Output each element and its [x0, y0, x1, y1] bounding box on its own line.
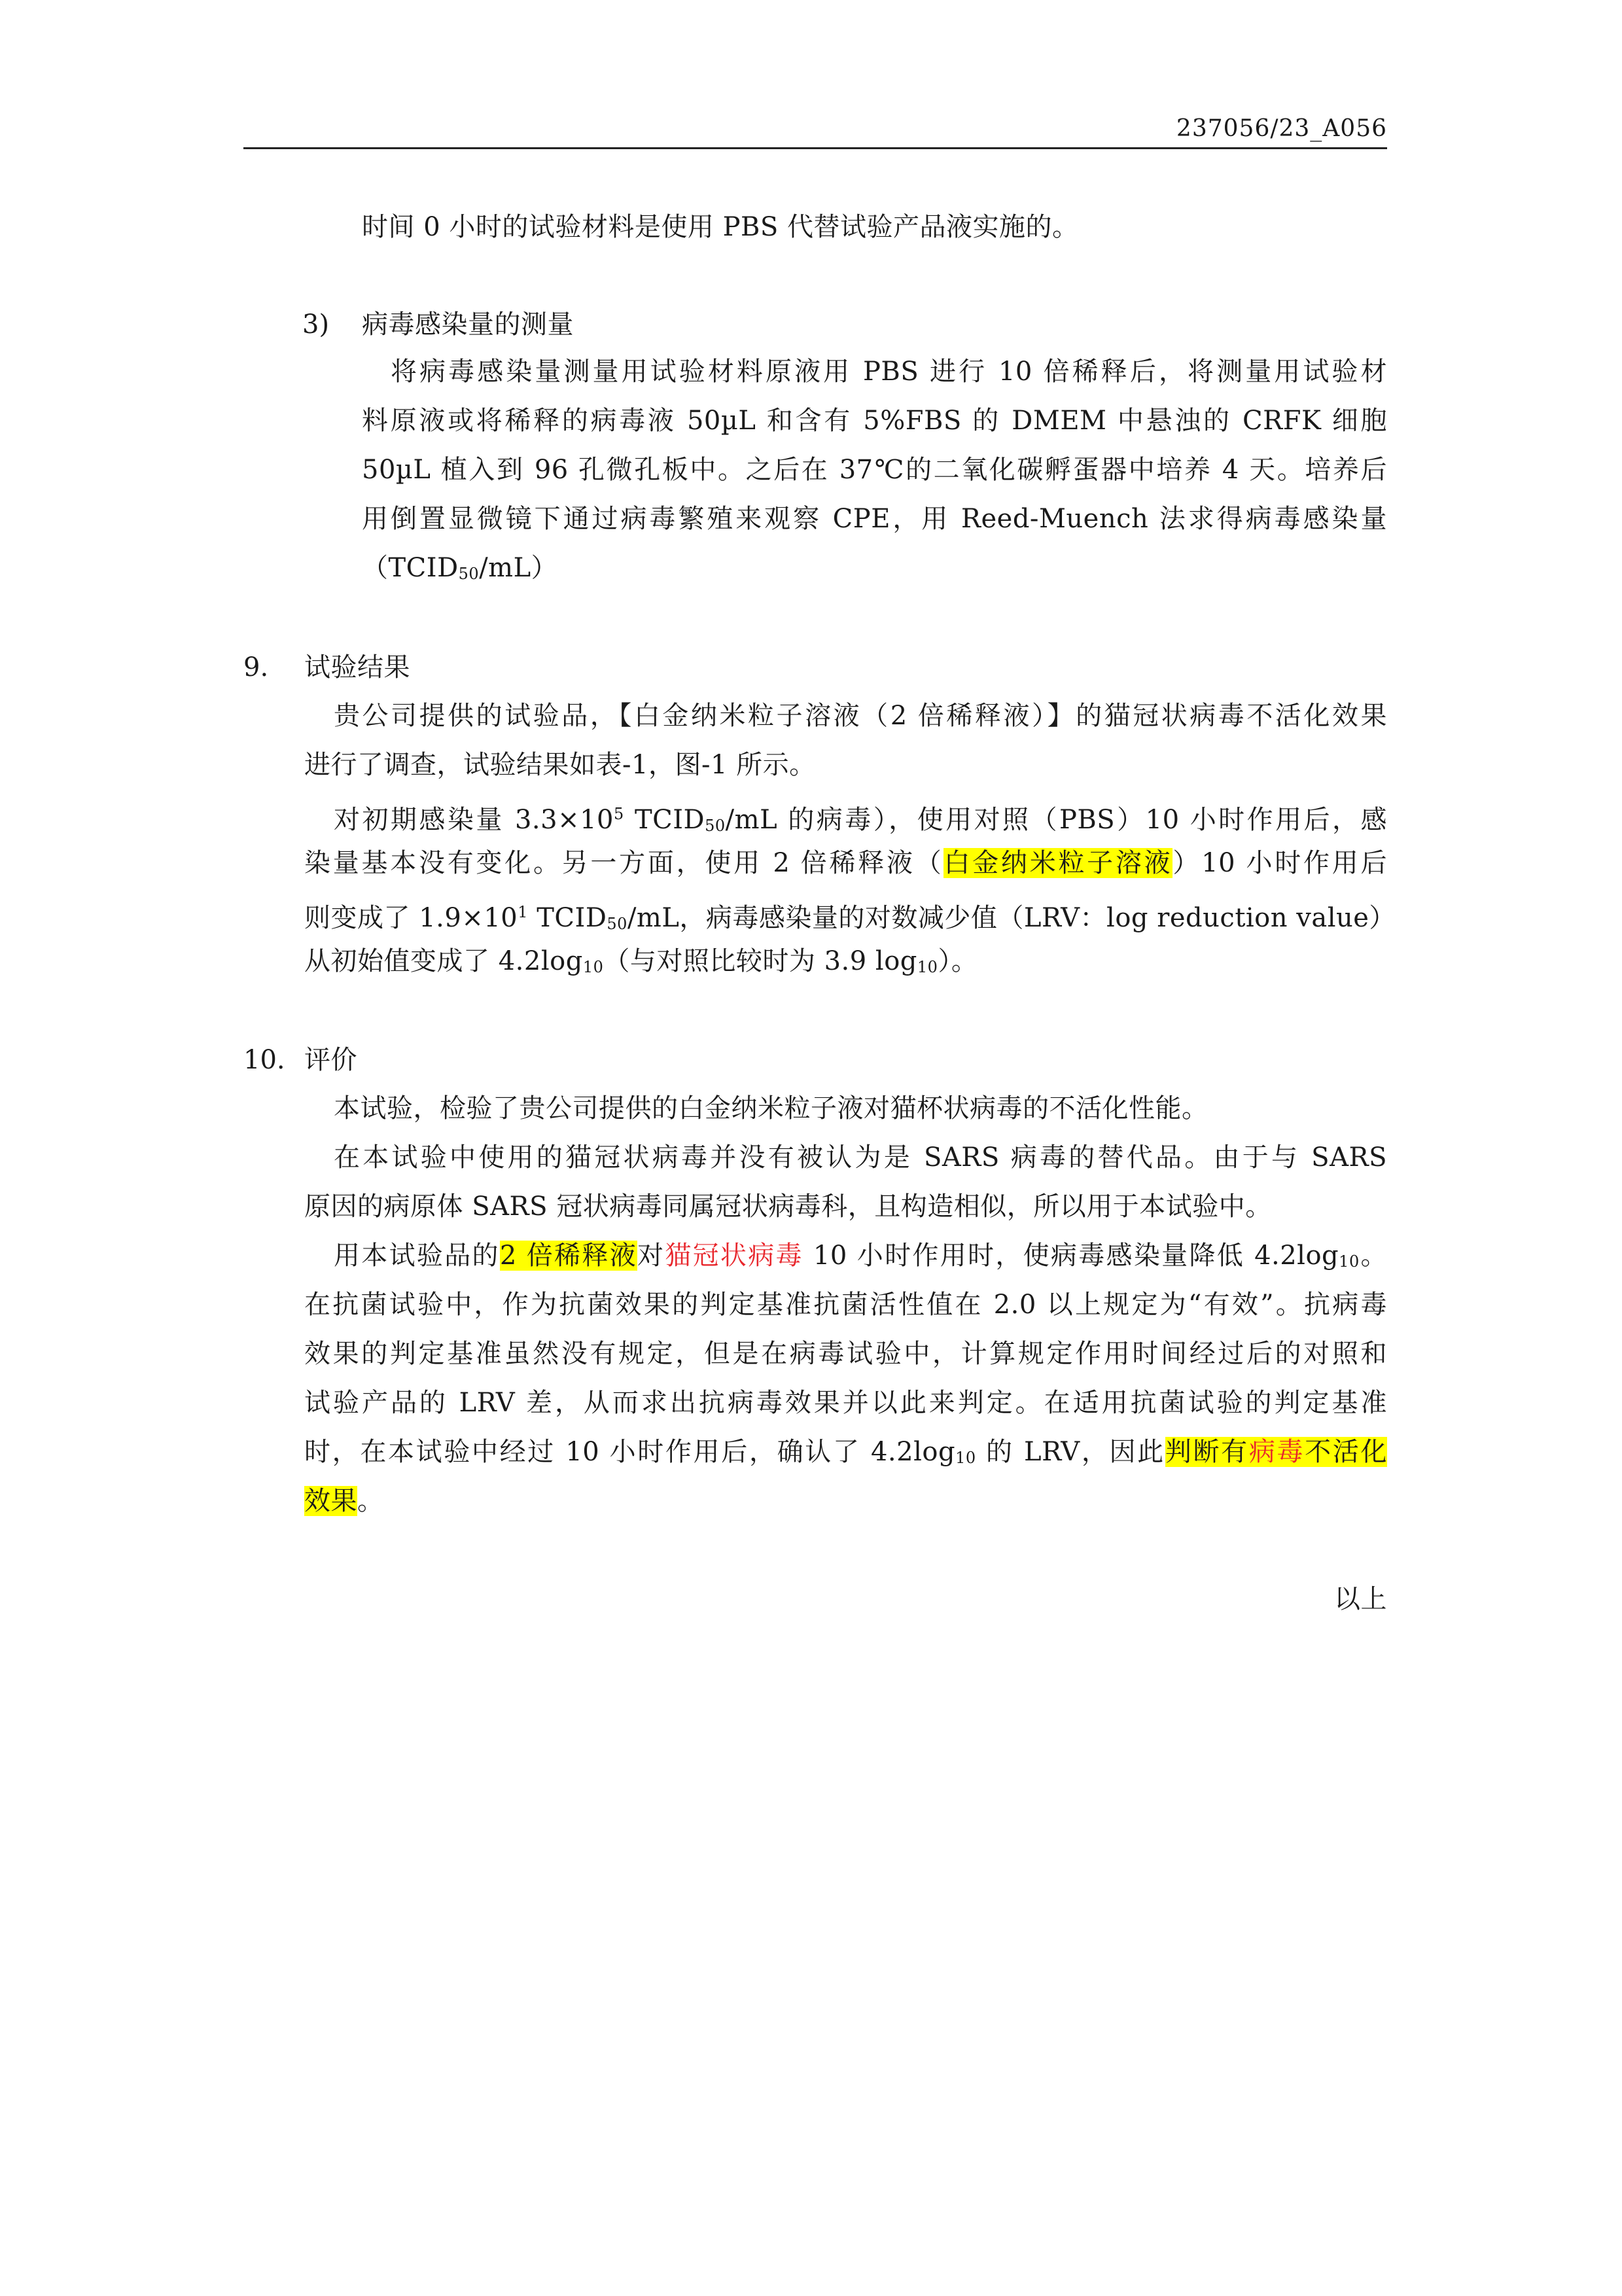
- text-segment: TCID: [528, 903, 607, 933]
- subscript: 10: [1339, 1252, 1360, 1271]
- section-10-p2-line-2: 原因的病原体 SARS 冠状病毒同属冠状病毒科，且构造相似，所以用于本试验中。: [304, 1192, 1272, 1222]
- section-3-title: 病毒感染量的测量: [362, 309, 574, 340]
- section-10-p3-line-4: 试验产品的 LRV 差，从而求出抗病毒效果并以此来判定。在适用抗菌试验的判定基准: [304, 1388, 1387, 1418]
- text-segment: （与对照比较时为 3.9 log: [603, 946, 917, 976]
- section-10-p3-line-3: 效果的判定基准虽然没有规定，但是在病毒试验中，计算规定作用时间经过后的对照和: [304, 1339, 1387, 1369]
- section-10-p2-line-1: 在本试验中使用的猫冠状病毒并没有被认为是 SARS 病毒的替代品。由于与 SARS: [334, 1142, 1387, 1173]
- highlighted-text: [1165, 1437, 1387, 1467]
- text-segment: ）。: [938, 946, 978, 976]
- header-divider: [243, 147, 1387, 149]
- subscript: 10: [955, 1449, 976, 1467]
- text-segment: 从初始值变成了 4.2log: [304, 946, 583, 976]
- section-9-p1-line-2: 进行了调查，试验结果如表-1，图-1 所示。: [304, 750, 816, 780]
- section-9-p2-line-3: [304, 895, 1396, 941]
- section-9-p2-line-1: [334, 797, 1387, 843]
- section-10-p3-line-2: 在抗菌试验中，作为抗菌效果的判定基准抗菌活性值在 2.0 以上规定为“有效”。抗病毒: [304, 1290, 1387, 1320]
- section-3-number: 3): [302, 309, 330, 340]
- section-10-p1: 本试验，检验了贵公司提供的白金纳米粒子液对猫杯状病毒的不活化性能。: [334, 1093, 1208, 1123]
- subscript: 50: [607, 915, 627, 933]
- superscript: 5: [614, 805, 624, 823]
- text-segment: 。: [357, 1486, 384, 1516]
- text-segment: （TCID: [362, 553, 459, 583]
- section-3-line-3: 50µL 植入到 96 孔微孔板中。之后在 37℃的二氧化碳孵蛋器中培养 4 天。培养后: [362, 455, 1387, 485]
- highlighted-text: 白金纳米粒子溶液: [943, 848, 1173, 878]
- section-9-number: 9.: [243, 652, 269, 682]
- highlighted-text: 效果: [304, 1486, 357, 1516]
- superscript: 1: [518, 903, 529, 921]
- text-segment: 时，在本试验中经过 10 小时作用后，确认了 4.2log: [304, 1437, 956, 1467]
- section-10-p3-line-6: [304, 1484, 384, 1518]
- highlighted-text: 2 倍稀释液: [499, 1241, 638, 1271]
- section-9-p1-line-1: 贵公司提供的试验品，【白金纳米粒子溶液（2 倍稀释液）】的猫冠状病毒不活化效果: [334, 701, 1387, 731]
- document-code: 237056/23_A056: [1176, 115, 1387, 142]
- text-segment: 。: [1359, 1241, 1388, 1271]
- section-10-number: 10.: [243, 1045, 285, 1075]
- text-segment: 对初期感染量 3.3×10: [334, 805, 614, 835]
- text-segment: 判断有: [1165, 1437, 1249, 1467]
- section-9-p2-line-2: [304, 846, 1387, 880]
- text-segment: 10 小时作用时，使病毒感染量降低 4.2log: [803, 1241, 1339, 1271]
- section-3-line-1: 将病毒感染量测量用试验材料原液用 PBS 进行 10 倍稀释后，将测量用试验材: [391, 357, 1387, 387]
- end-mark: 以上: [1334, 1584, 1387, 1614]
- prev-section-line: 时间 0 小时的试验材料是使用 PBS 代替试验产品液实施的。: [362, 212, 1079, 242]
- section-10-p3-line-1: [334, 1239, 1387, 1279]
- subscript: 10: [917, 958, 938, 976]
- subscript: 50: [458, 565, 480, 583]
- text-segment: /mL 的病毒），使用对照（PBS）10 小时作用后，感: [725, 805, 1387, 835]
- section-9-p2-line-4: [304, 944, 978, 984]
- section-9-title: 试验结果: [304, 652, 410, 682]
- section-3-line-5: [362, 551, 557, 591]
- text-segment: TCID: [624, 805, 705, 835]
- subscript: 10: [582, 958, 604, 976]
- text-segment: 则变成了 1.9×10: [304, 903, 518, 933]
- text-segment: 的 LRV，因此: [976, 1437, 1165, 1467]
- section-10-title: 评价: [304, 1045, 357, 1075]
- text-segment: 染量基本没有变化。另一方面，使用 2 倍稀释液（: [304, 848, 944, 878]
- red-text: 病毒: [1248, 1437, 1305, 1467]
- text-segment: 用本试验品的: [334, 1241, 500, 1271]
- subscript: 50: [705, 817, 726, 835]
- text-segment: 对: [637, 1241, 665, 1271]
- red-text: 猫冠状病毒: [665, 1241, 803, 1271]
- text-segment: /mL，病毒感染量的对数减少值（LRV：log reduction value）: [627, 903, 1396, 933]
- section-10-p3-line-5: [304, 1435, 1387, 1475]
- text-segment: /mL）: [479, 553, 558, 583]
- text-segment: 不活化: [1305, 1437, 1387, 1467]
- text-segment: ）10 小时作用后: [1172, 848, 1387, 878]
- section-3-line-4: 用倒置显微镜下通过病毒繁殖来观察 CPE，用 Reed-Muench 法求得病毒感染量: [362, 504, 1387, 534]
- section-3-line-2: 料原液或将稀释的病毒液 50µL 和含有 5%FBS 的 DMEM 中悬浊的 CRFK 细胞: [362, 406, 1387, 436]
